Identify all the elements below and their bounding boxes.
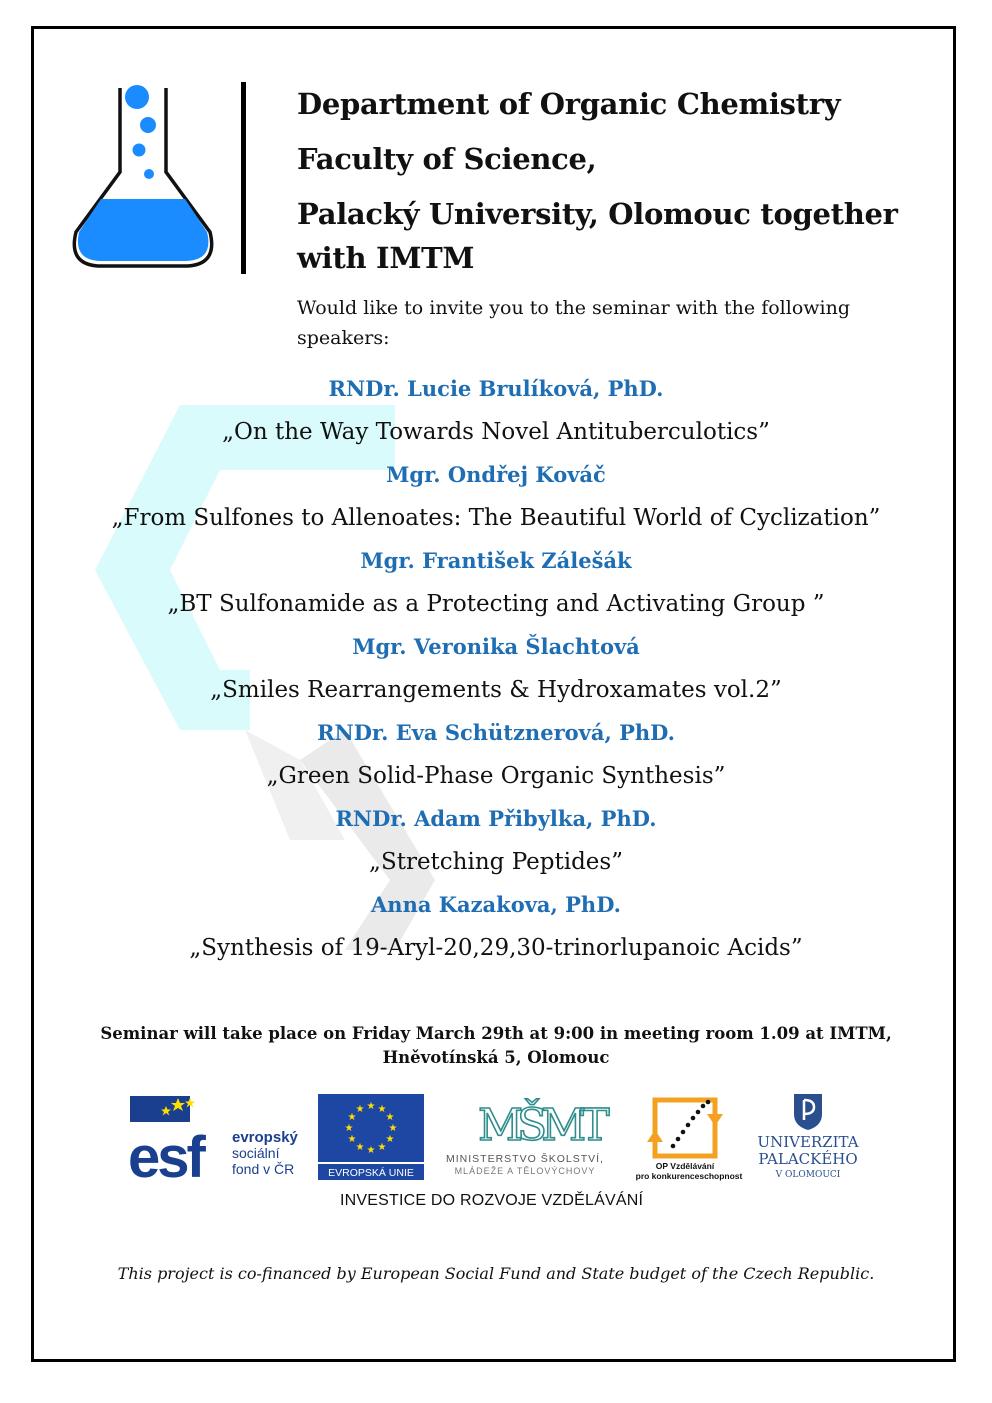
invitation-text: Would like to invite you to the seminar with the following speakers: [297,297,851,349]
talk-title: „Smiles Rearrangements & Hydroxamates vol.2” [210,677,782,703]
msmt-mark: MŠMT [478,1100,604,1151]
venue-line-1: Seminar will take place on Friday March 29th at 9:00 in meeting room 1.09 at IMTM, [100,1024,892,1043]
talk-title: „Synthesis of 19-Aryl-20,29,30-trinorlupanoic Acids” [189,935,803,961]
msmt-line-2: MLÁDEŽE A TĚLOVÝCHOVY [454,1166,596,1176]
faculty-title: Faculty of Science, [297,142,597,176]
eu-caption: EVROPSKÁ UNIE [328,1167,414,1179]
op-line-1: OP Vzdělávání [655,1161,715,1171]
up-line-1: UNIVERZITA [757,1133,859,1151]
svg-text:★: ★ [385,1134,395,1145]
speaker-name: Anna Kazakova, PhD. [371,892,621,917]
speaker-name: Mgr. Ondřej Kováč [386,462,606,487]
department-title: Department of Organic Chemistry [297,87,841,121]
svg-text:★: ★ [377,1104,387,1115]
esf-line-1: evropský [232,1129,298,1146]
talk-item [36,540,956,626]
svg-text:★: ★ [366,1101,376,1112]
svg-text:★: ★ [344,1123,354,1134]
op-logo-icon [635,1090,747,1182]
talk-title: „From Sulfones to Allenoates: The Beautiful World of Cyclization” [111,505,881,531]
svg-text:★: ★ [388,1123,398,1134]
talk-title: „On the Way Towards Novel Antituberculotics” [222,419,770,445]
svg-text:★: ★ [385,1112,395,1123]
up-line-3: V OLOMOUCI [775,1170,841,1180]
svg-text:★: ★ [347,1134,357,1145]
eu-flag-icon [318,1094,424,1180]
speaker-name: RNDr. Eva Schütznerová, PhD. [317,720,675,745]
flask-logo-icon [68,82,218,272]
up-logo-icon [748,1090,868,1182]
talk-item [36,626,956,712]
talk-title: „Green Solid-Phase Organic Synthesis” [266,763,726,789]
university-title: Palacký University, Olomouc together with IMTM [297,197,898,275]
header [297,82,917,280]
header-divider [241,82,246,274]
speaker-name: Mgr. Veronika Šlachtová [352,634,640,659]
up-line-2: PALACKÉHO [758,1150,858,1168]
sponsor-logos [120,1090,880,1190]
esf-mark: esf [128,1125,203,1182]
talk-title: „Stretching Peptides” [369,849,623,875]
venue-info [36,1022,956,1070]
speaker-name: RNDr. Adam Přibylka, PhD. [335,806,657,831]
svg-text:★: ★ [355,1104,365,1115]
footer-note: This project is co-financed by European Social Fund and State budget of the Czech Republic. [117,1264,875,1283]
investice-text: INVESTICE DO ROZVOJE VZDĚLÁVÁNÍ [340,1192,644,1209]
speaker-name: Mgr. František Zálešák [360,548,632,573]
talk-item [36,368,956,454]
esf-line-2: sociální [232,1145,280,1161]
talk-item [36,712,956,798]
op-line-2: pro konkurenceschopnost [635,1171,743,1181]
talk-list [36,368,956,970]
talk-item [36,798,956,884]
esf-logo-icon [126,1092,316,1182]
talk-item [36,884,956,970]
msmt-line-1: MINISTERSTVO ŠKOLSTVÍ, [446,1153,604,1165]
speaker-name: RNDr. Lucie Brulíková, PhD. [328,376,664,401]
svg-text:★: ★ [377,1142,387,1153]
svg-text:★: ★ [347,1112,357,1123]
svg-text:★: ★ [366,1145,376,1156]
venue-line-2: Hněvotínská 5, Olomouc [382,1048,610,1067]
talk-item [36,454,956,540]
talk-title: „BT Sulfonamide as a Protecting and Activating Group ” [167,591,825,617]
msmt-logo-icon [430,1090,620,1180]
svg-text:★: ★ [355,1142,365,1153]
esf-line-3: fond v ČR [232,1161,295,1177]
